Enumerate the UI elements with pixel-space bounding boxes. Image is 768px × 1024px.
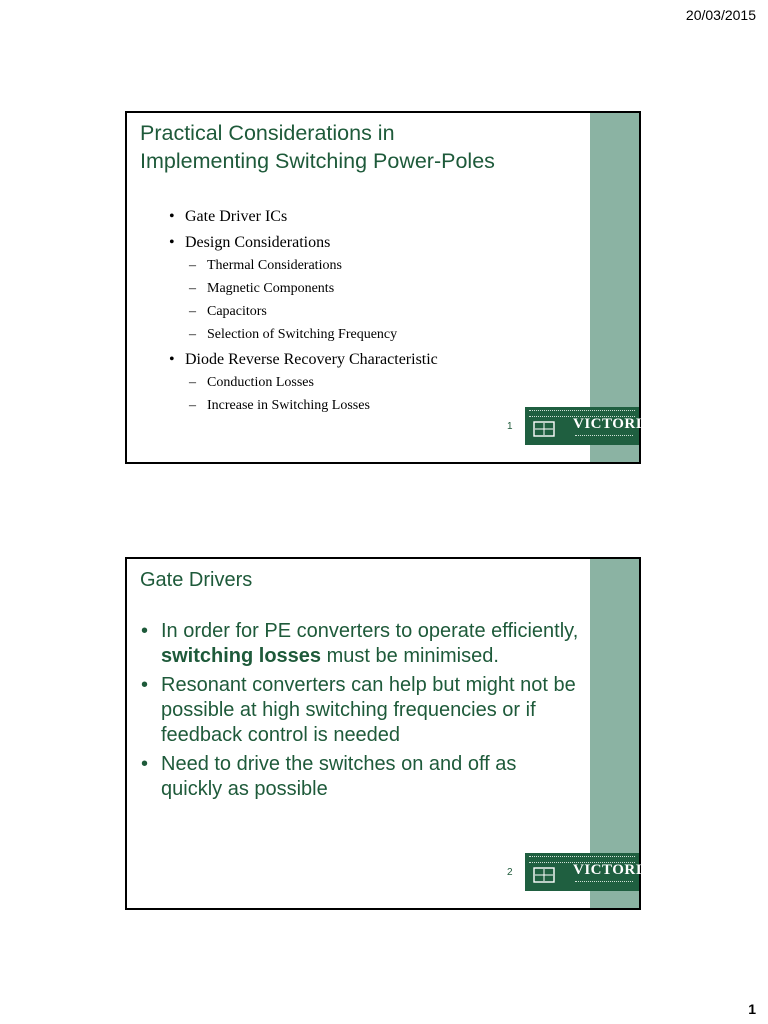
university-logo: VICTORIA	[525, 853, 639, 891]
sub-bullet-item: – Increase in Switching Losses	[189, 396, 438, 415]
bullet-item: • Design Considerations – Thermal Considerations – Magnetic Components – Capacitors – Selection of Switching Frequency	[169, 233, 438, 344]
sub-bullet-item: – Selection of Switching Frequency	[189, 325, 438, 344]
slide-title: Practical Considerations in Implementing Switching Power-Poles	[140, 121, 495, 173]
bullet-item: • Diode Reverse Recovery Characteristic – Conduction Losses – Increase in Switching Losses	[169, 350, 438, 415]
slide-title: Gate Drivers	[140, 569, 253, 591]
bullet-item: • Gate Driver ICs	[169, 207, 438, 227]
bullet-item: • Resonant converters can help but might not be possible at high switching frequencies or if feedback control is needed	[141, 673, 581, 748]
bullet-list	[141, 619, 581, 806]
slide-2	[125, 557, 654, 910]
sub-bullet-item: – Thermal Considerations	[189, 256, 438, 275]
page-date: 20/03/2015	[685, 7, 756, 23]
crest-icon	[533, 865, 555, 885]
slide-1	[125, 111, 654, 464]
page-number: 1	[748, 1001, 756, 1017]
bullet-item: • In order for PE converters to operate efficiently, switching losses must be minimised.	[141, 619, 581, 669]
sub-bullet-item: – Magnetic Components	[189, 279, 438, 298]
sub-bullet-item: – Capacitors	[189, 302, 438, 321]
slide-number: 2	[507, 867, 513, 878]
sub-bullet-item: – Conduction Losses	[189, 373, 438, 392]
bullet-list	[169, 207, 438, 421]
crest-icon	[533, 419, 555, 439]
slide-number: 1	[507, 421, 513, 432]
bullet-item: • Need to drive the switches on and off as quickly as possible	[141, 752, 581, 802]
university-logo: VICTORIA	[525, 407, 639, 445]
